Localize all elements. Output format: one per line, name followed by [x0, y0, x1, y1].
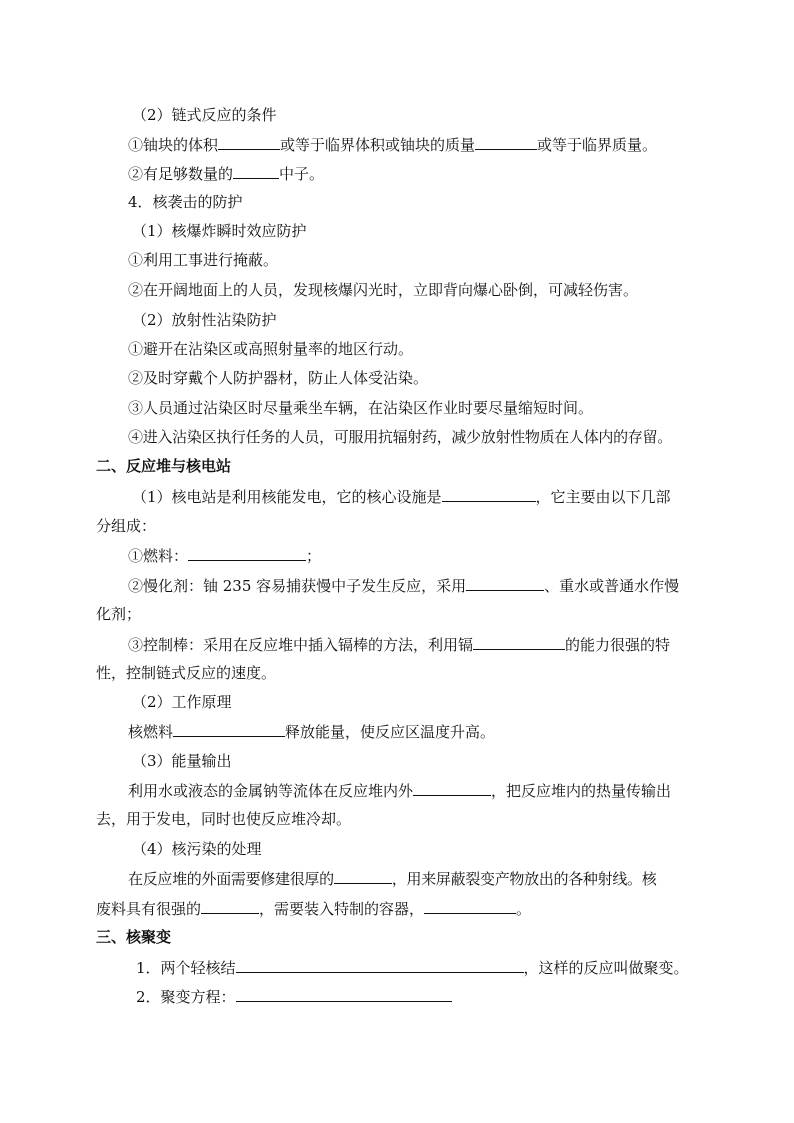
condition-item-1: ①铀块的体积 或等于临界体积或铀块的质量 或等于临界质量。	[128, 136, 658, 154]
radioactive-item-4: ④进入沾染区执行任务的人员，可服用抗辐射药，减少放射性物质在人体内的存留。	[128, 428, 672, 446]
energy-output-line-2: 去，用于发电，同时也使反应堆冷却。	[96, 810, 352, 828]
subheading-chain-reaction-conditions: （2）链式反应的条件	[132, 106, 277, 124]
fill-blank[interactable]	[218, 134, 280, 150]
fill-blank[interactable]	[413, 780, 491, 796]
fill-blank[interactable]	[475, 134, 537, 150]
heading-nuclear-attack-protection: 4．核袭击的防护	[128, 193, 243, 211]
moderator-line-2: 化剂；	[96, 605, 142, 623]
protection-item-1: ①利用工事进行掩蔽。	[128, 251, 279, 269]
subheading-pollution-treatment: （4）核污染的处理	[132, 840, 262, 858]
fusion-equation-line: 2．聚变方程：	[136, 986, 452, 1007]
condition-item-2: ②有足够数量的 中子。	[128, 165, 325, 183]
energy-output-line-1: 利用水或液态的金属钠等流体在反应堆内外 ，把反应堆内的热量传输出	[128, 782, 672, 800]
fill-blank[interactable]	[466, 575, 544, 591]
fill-blank[interactable]	[236, 986, 452, 1002]
section-title-reactor: 二、反应堆与核电站	[96, 457, 232, 475]
radioactive-item-2: ②及时穿戴个人防护器材，防止人体受沾染。	[128, 369, 429, 387]
fuel-item: ①燃料： ；	[128, 547, 322, 565]
radioactive-item-3: ③人员通过沾染区时尽量乘坐车辆，在沾染区作业时要尽量缩短时间。	[128, 399, 594, 417]
fill-blank[interactable]	[233, 163, 279, 179]
subheading-energy-output: （3）能量输出	[132, 752, 232, 770]
subheading-radioactive-protection: （2）放射性沾染防护	[132, 311, 277, 329]
fill-blank[interactable]	[334, 868, 392, 884]
principle-line: 核燃料 释放能量，使反应区温度升高。	[128, 723, 496, 741]
fill-blank[interactable]	[188, 545, 306, 561]
control-rod-line-1: ③控制棒：采用在反应堆中插入镉棒的方法，利用镉 的能力很强的特	[128, 636, 671, 654]
subheading-working-principle: （2）工作原理	[132, 693, 232, 711]
reactor-intro-line-2: 分组成：	[96, 517, 157, 535]
fill-blank[interactable]	[236, 957, 524, 973]
pollution-line-1: 在反应堆的外面需要修建很厚的 ，用来屏蔽裂变产物放出的各种射线。核	[128, 870, 657, 888]
subheading-instant-effect-protection: （1）核爆炸瞬时效应防护	[132, 222, 307, 240]
fusion-definition-line: 1．两个轻核结 ，这样的反应叫做聚变。	[136, 959, 689, 977]
moderator-line-1: ②慢化剂：铀 235 容易捕获慢中子发生反应，采用 、重水或普通水作慢	[128, 577, 680, 595]
reactor-intro-line-1: （1）核电站是利用核能发电，它的核心设施是 ，它主要由以下几部	[132, 488, 671, 506]
protection-item-2: ②在开阔地面上的人员，发现核爆闪光时，立即背向爆心卧倒，可减轻伤害。	[128, 281, 639, 299]
fill-blank[interactable]	[473, 634, 565, 650]
radioactive-item-1: ①避开在沾染区或高照射量率的地区行动。	[128, 340, 414, 358]
control-rod-line-2: 性，控制链式反应的速度。	[96, 664, 277, 682]
section-title-fusion: 三、核聚变	[96, 928, 172, 946]
fill-blank[interactable]	[201, 898, 259, 914]
fill-blank[interactable]	[173, 721, 285, 737]
fill-blank[interactable]	[442, 486, 536, 502]
fill-blank[interactable]	[424, 898, 516, 914]
pollution-line-2: 废料具有很强的 ，需要装入特制的容器， 。	[96, 900, 532, 918]
